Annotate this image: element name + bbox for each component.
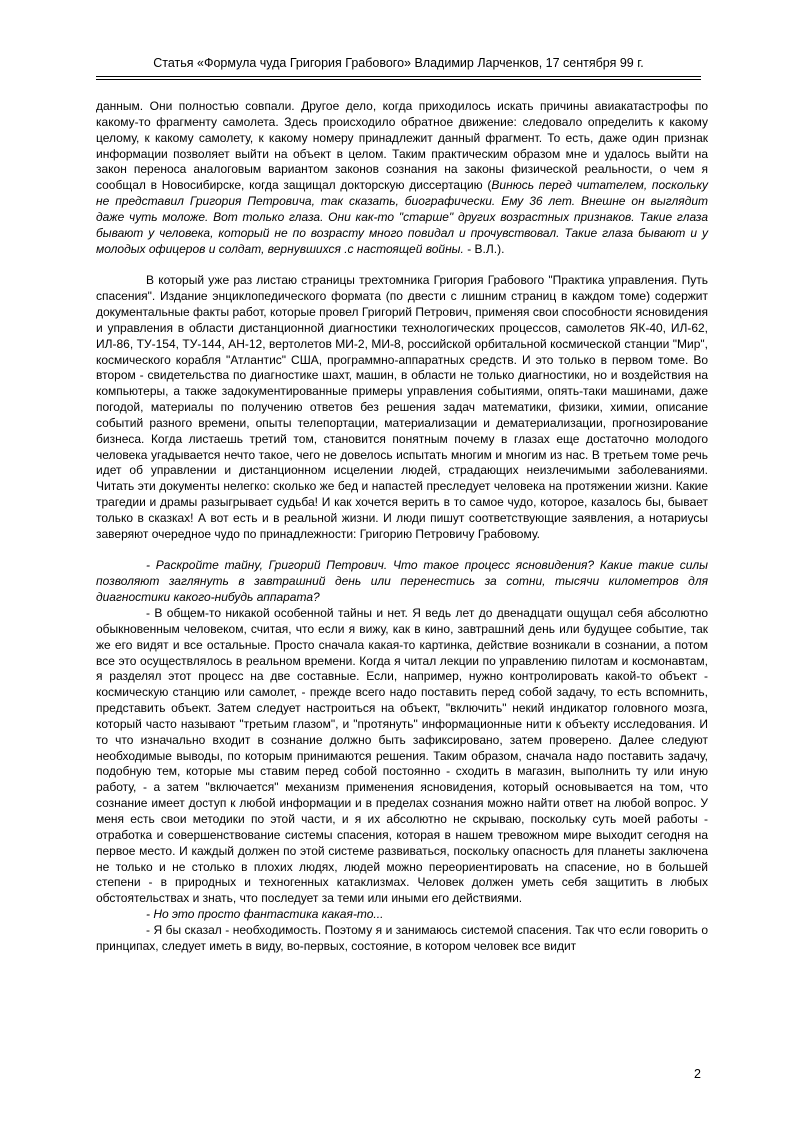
page-number: 2 xyxy=(694,1067,701,1081)
paragraph-trilogy: В который уже раз листаю страницы трехтомника Григория Грабового "Практика управления. Путь спасения". Издание энциклопедического формата (по двести с лишним страниц в каждом томе) содержит документальные факты работ, которые провел Григорий Петрович, применяя свои способности ясновидения и управления в области дистанционной диагностики технологических процессов, самолетов ЯК-40, ИЛ-62, ИЛ-86, ТУ-154, ТУ-144, АН-12, вертолетов МИ-2, МИ-8, российской орбитальной космической станции "Мир", космического корабля "Атлантис" США, программно-аппаратных средств. И это только в первом томе. Во втором - свидетельства по диагностике шахт, машин, в области не только диагностики, но и воздействия на компьютеры, а также задокументированные примеры управления событиями, опять-таки машинами, даже погодой, материалы по получению ответов без решения задач математики, физики, химии, описание событий разного времени, опыты телепортации, материализации и дематериализации, прогнозирование бизнеса. Когда листаешь третий том, становится понятным почему в глазах еще достаточно молодого человека угадывается нечто такое, чего не довелось испытать многим и многим из нас. В третьем томе речь идет об управлении и дистанционном исцелении людей, страдающих неизлечимыми заболеваниями. Читать эти документы нелегко: сколько же бед и напастей преследует человека на протяжении жизни. Какие трагедии и драмы разыгрывает судьба! И как хочется верить в то самое чудо, которое, казалось бы, бывает только в сказках! А вот есть и в реальной жизни. И люди пишут соответствующие заявления, а нотариусы заверяют очередное чудо по принадлежности: Григорию Петровичу Грабовому. xyxy=(96,273,708,541)
header-rule-top xyxy=(96,76,701,77)
interview-question-1: - Раскройте тайну, Григорий Петрович. Что такое процесс ясновидения? Какие такие силы позволяют заглянуть в завтрашний день или перенестись за сотни, тысячи километров для диагностики какого-нибудь аппарата? xyxy=(96,558,708,605)
header-rule-bottom xyxy=(96,79,701,80)
interview-answer-2: - Я бы сказал - необходимость. Поэтому я и занимаюсь системой спасения. Так что если говорить о принципах, следует иметь в виду, во-первых, состояние, в котором человек все видит xyxy=(96,922,708,953)
article-body xyxy=(96,99,708,955)
page-header: Статья «Формула чуда Григория Грабового» Владимир Ларченков, 17 сентября 99 г. xyxy=(153,56,644,70)
author-note: Винюсь перед читателем, поскольку не представил Григория Петровича, так сказать, биографически. Ему 36 лет. Внешне он выглядит даже чуть моложе. Вот только глаза. Они как-то "старше" других возрастных признаков. Такие глаза бывают у человека, который не по возрасту много повидал и прочувствовал. Такие глаза бывают и у молодых офицеров и солдат, вернувшихся .с настоящей войны. xyxy=(96,178,709,256)
paragraph-intro-text: данным. Они полностью совпали. Другое дело, когда приходилось искать причины авиакатастрофы по какому-то фрагменту самолета. Здесь происходило обратное движение: следовало определить к какому целому, к какому самолету, к какому номеру принадлежит данный фрагмент. То есть, даже один признак информации позволяет выйти на объект в целом. Таким практическим образом мне и удалось выйти на закон переноса аналоговым вариантом законов сознания на законы физической реальности, о чем я сообщал в Новосибирске, когда защищал докторскую диссертацию ( xyxy=(96,99,708,193)
paragraph-gap xyxy=(96,257,708,273)
interview-question-2: - Но это просто фантастика какая-то... xyxy=(146,907,384,922)
author-signature: - В.Л.). xyxy=(463,241,505,256)
paragraph-intro xyxy=(96,99,708,257)
interview-answer-1: - В общем-то никакой особенной тайны и нет. Я ведь лет до двенадцати ощущал себя абсолютно обыкновенным человеком, считая, что если я вижу, как в кино, завтрашний день или будущее событие, так же его видят и все остальные. Просто сначала какая-то картинка, действие возникали в сознании, а потом все это осуществлялось в реальном времени. Когда я читал лекции по управлению пилотам и космонавтам, я разделял этот процесс на две составные. Если, например, нужно контролировать какой-то объект - космическую станцию или самолет, - прежде всего надо поставить перед собой задачу, то есть вспомнить, представить объект. Затем следует настроиться на объект, "включить" некий индикатор головного мозга, который часто называют "третьим глазом", и "протянуть" информационные нити к объекту исследования. И то что изначально входит в сознание должно быть зафиксировано, затем проверено. Далее следуют необходимые выводы, по которым принимаются решения. Таким образом, сначала надо поставить задачу, подобную тем, которые мы ставим перед собой постоянно - сходить в магазин, выполнить ту или иную работу, - а затем "включается" механизм применения ясновидения, который основывается на том, что сознание имеет доступ к любой информации и в пределах сознания можно найти ответ на любой вопрос. У меня есть свои методики по этой части, и я их абсолютно не скрываю, поскольку суть моей работы - отработка и совершенствование системы спасения, которая в нашем тревожном мире выходит сегодня на первое место. И каждый должен по этой системе развиваться, поскольку опасность для планеты заключена не только и не столько в плохих людях, людей можно переориентировать на спасение, но в большей степени - в природных и техногенных катаклизмах. Человек должен уметь себя защитить в любых обстоятельствах и знать, что последует за теми или иными его действиями. xyxy=(96,606,708,906)
paragraph-gap xyxy=(96,543,708,559)
